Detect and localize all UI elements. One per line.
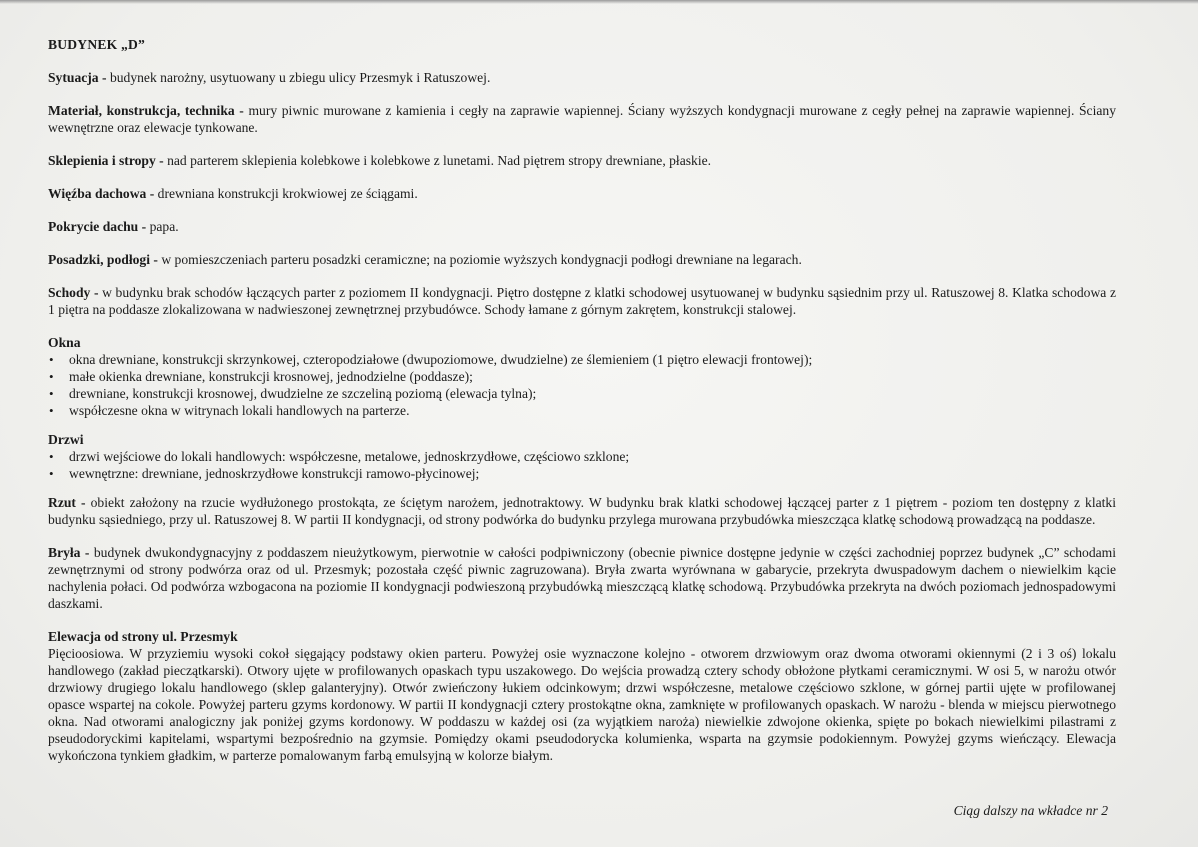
- section-label: Bryła -: [48, 545, 94, 560]
- list-item: • współczesne okna w witrynach lokali handlowych na parterze.: [48, 402, 1116, 419]
- section-text: obiekt założony na rzucie wydłużonego prostokąta, ze ściętym narożem, jednotraktowy. W budynku brak klatki schodowej łączącej parter z 1 piętrem - poziom ten dostępny z klatki budynku sąsiedniego, przy ul. Ratuszowej 8. W partii II kondygnacji, od strony podwórka do budynku przylega murowana przybudówka mieszcząca klatkę schodową prowadzącą na poddasze.: [48, 495, 1117, 527]
- section-text: w budynku brak schodów łączących parter z poziomem II kondygnacji. Piętro dostępne z klatki schodowej usytuowanej w budynku sąsiednim przy ul. Ratuszowej 8. Klatka schodowa z 1 piętra na poddasze zlokalizowana w nadwieszonej zewnętrznej przybudówce. Schody łamane z górnym zakrętem, konstrukcji stalowej.: [48, 285, 1116, 317]
- section-text: drewniana konstrukcji krokwiowej ze ściągami.: [157, 186, 418, 201]
- section-sytuacja: [48, 69, 1116, 86]
- section-text: nad parterem sklepienia kolebkowe i kolebkowe z lunetami. Nad piętrem stropy drewniane, płaskie.: [167, 153, 712, 168]
- section-label: Schody -: [48, 285, 103, 300]
- section-label: Sytuacja -: [48, 70, 110, 85]
- document-title: BUDYNEK „D”: [48, 37, 145, 52]
- list-item: • drzwi wejściowe do lokali handlowych: współczesne, metalowe, jednoskrzydłowe, częściowo szklone;: [48, 448, 1116, 465]
- section-text: mury piwnic murowane z kamienia i cegły na zaprawie wapiennej. Ściany wyższych kondygnacji murowane z cegły pełnej na zaprawie wapiennej. Ściany wewnętrzne oraz elewacje tynkowane.: [48, 103, 1116, 135]
- okna-list: [48, 351, 1116, 419]
- section-text: w pomieszczeniach parteru posadzki ceramiczne; na poziomie wyższych kondygnacji podłogi drewniane na legarach.: [161, 252, 802, 267]
- section-label: Posadzki, podłogi -: [48, 252, 162, 267]
- section-label: Rzut -: [48, 495, 91, 510]
- section-label: Więźba dachowa -: [48, 186, 158, 201]
- section-rzut: [48, 494, 1116, 528]
- section-bryla: [48, 544, 1116, 612]
- section-label: Sklepienia i stropy -: [48, 153, 168, 168]
- section-material: [48, 102, 1116, 136]
- section-okna: [48, 334, 1116, 419]
- section-drzwi: [48, 431, 1116, 482]
- list-item: • okna drewniane, konstrukcji skrzynkowej, czteropodziałowe (dwupoziomowe, dwudzielne) ze ślemieniem (1 piętro elewacji frontowej);: [48, 351, 1116, 368]
- list-item: • wewnętrzne: drewniane, jednoskrzydłowe konstrukcji ramowo-płycinowej;: [48, 465, 1116, 482]
- section-schody: [48, 284, 1116, 318]
- continuation-note: Ciąg dalszy na wkładce nr 2: [953, 803, 1108, 818]
- section-heading: Okna: [48, 335, 81, 350]
- section-sklepienia: [48, 152, 1116, 169]
- section-text: Pięcioosiowa. W przyziemiu wysoki cokoł sięgający podstawy okien parteru. Powyżej osie wyznaczone kolejno - otworem drzwiowym oraz dwoma otworami okiennymi (2 i 3 oś) lokalu handlowego (zakład pieczątkarski). Otwory ujęte w profilowanych opaskach typu uszakowego. Do wejścia prowadzą cztery schody obłożone płytkami ceramicznymi. W osi 5, w narożu otwór drzwiowy drugiego lokalu handlowego (sklep galanteryjny). Otwór zwieńczony łukiem odcinkowym; drzwi współczesne, metalowe częściowo szklone, w górnej partii ujęte w profilowanej opasce wspartej na cokole. Powyżej parteru gzyms kordonowy. W partii II kondygnacji cztery prostokątne okna, zamknięte w profilowanych opaskach. W narożu - blenda w miejscu pierwotnego okna. Nad otworami analogiczny jak poniżej gzyms kordonowy. W poddaszu w każdej osi (za wyjątkiem naroża) niewielkie zdwojone okienka, spięte po bokach niewielkimi pilastrami z pseudodoryckimi kapitelami, wspartymi bezpośrednio na gzymsie. Pomiędzy okami pseudodorycka kolumienka, wsparta na gzymsie podokiennym. Powyżej gzyms wieńczący. Elewacja wykończona tynkiem gładkim, w parterze pomalowanym farbą emulsyjną w kolorze białym.: [48, 646, 1116, 763]
- section-label: Materiał, konstrukcja, technika -: [48, 103, 249, 118]
- scan-edge: [0, 0, 1198, 4]
- section-pokrycie: [48, 218, 1116, 235]
- section-text: budynek narożny, usytuowany u zbiegu ulicy Przesmyk i Ratuszowej.: [109, 70, 491, 85]
- section-label: Pokrycie dachu -: [48, 219, 150, 234]
- list-item: • małe okienka drewniane, konstrukcji krosnowej, jednodzielne (poddasze);: [48, 368, 1116, 385]
- section-text: papa.: [149, 219, 179, 234]
- section-posadzki: [48, 251, 1116, 268]
- section-elewacja: [48, 628, 1116, 764]
- section-text: budynek dwukondygnacyjny z poddaszem nieużytkowym, pierwotnie w całości podpiwniczony (obecnie piwnice dostępne jedynie w części zachodniej poprzez budynek „C” schodami zewnętrznymi od strony podwórza oraz od ul. Przesmyk; pozostała część piwnic zagruzowana). Bryła zwarta wyrównana w gabarycie, przekryta dwuspadowym dachem o niewielkim kącie nachylenia połaci. Od podwórza wzbogacona na poziomie II kondygnacji podwieszoną przybudówką mieszczącą klatkę schodową. Przybudówka przekryta na dwóch poziomach jednospadowymi daszkami.: [48, 545, 1117, 611]
- section-wiezba: [48, 185, 1116, 202]
- drzwi-list: [48, 448, 1116, 482]
- section-heading: Drzwi: [48, 432, 84, 447]
- list-item: • drewniane, konstrukcji krosnowej, dwudzielne ze szczeliną poziomą (elewacja tylna);: [48, 385, 1116, 402]
- section-heading: Elewacja od strony ul. Przesmyk: [48, 629, 238, 644]
